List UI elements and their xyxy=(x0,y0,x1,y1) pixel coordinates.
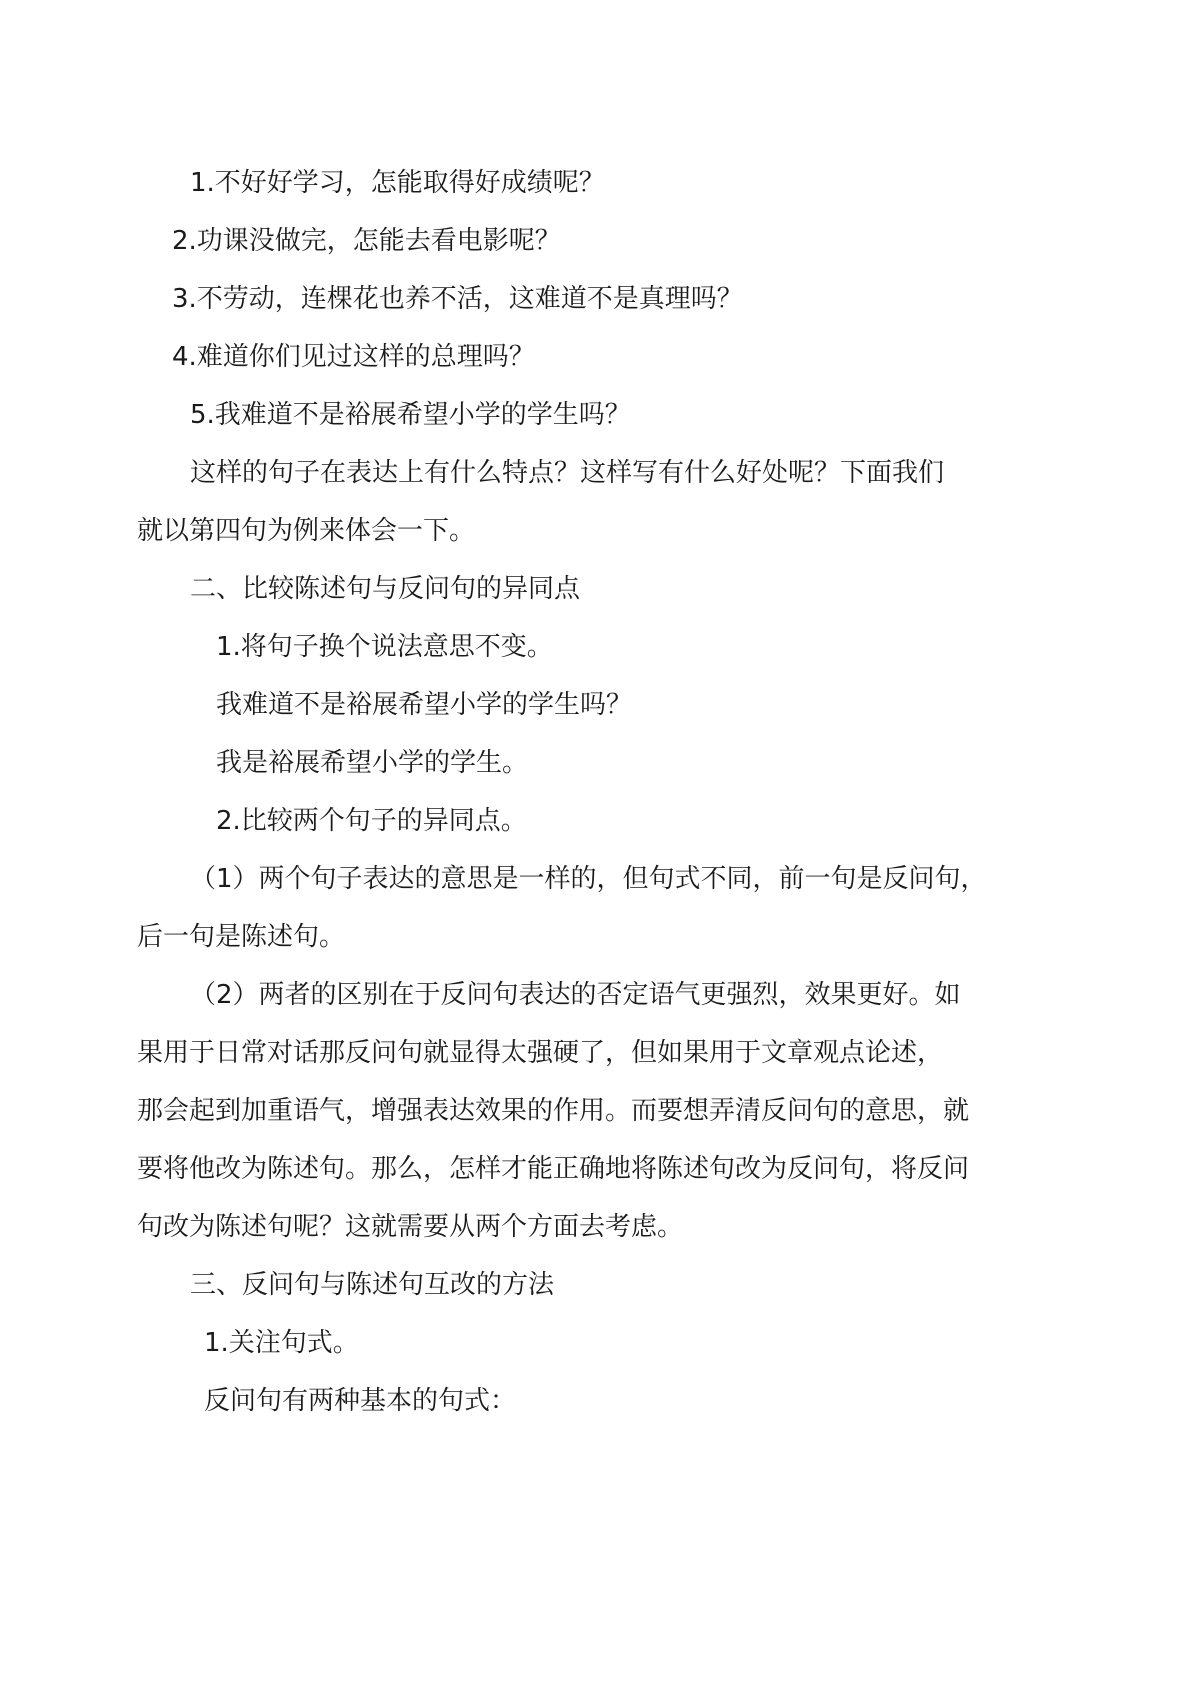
method-1-intro: 反问句有两种基本的句式： xyxy=(204,1386,517,1416)
example-sentence-1: 1.不好好学习，怎能取得好成绩呢？ xyxy=(190,168,605,198)
declarative-sentence: 我是裕展希望小学的学生。 xyxy=(216,748,529,778)
point-2-line-1: （2）两者的区别在于反问句表达的否定语气更强烈，效果更好。如 xyxy=(190,980,961,1010)
point-2-line-3: 那会起到加重语气，增强表达效果的作用。而要想弄清反问句的意思，就 xyxy=(137,1096,970,1126)
point-2-line-4: 要将他改为陈述句。那么，怎样才能正确地将陈述句改为反问句，将反问 xyxy=(137,1154,970,1184)
point-1-line-2: 后一句是陈述句。 xyxy=(137,922,346,952)
point-2-line-5: 句改为陈述句呢？这就需要从两个方面去考虑。 xyxy=(137,1212,684,1242)
section-heading-2: 二、比较陈述句与反问句的异同点 xyxy=(190,574,581,604)
section-heading-3: 三、反问句与陈述句互改的方法 xyxy=(190,1270,555,1300)
step-1: 1.将句子换个说法意思不变。 xyxy=(216,632,553,662)
example-sentence-4: 4.难道你们见过这样的总理吗？ xyxy=(172,342,535,372)
point-2-line-2: 果用于日常对话那反问句就显得太强硬了，但如果用于文章观点论述， xyxy=(137,1038,944,1068)
example-sentence-3: 3.不劳动，连棵花也养不活，这难道不是真理吗？ xyxy=(172,284,743,314)
paragraph-question-line-2: 就以第四句为例来体会一下。 xyxy=(137,516,476,546)
paragraph-question-line-1: 这样的句子在表达上有什么特点？这样写有什么好处呢？下面我们 xyxy=(190,458,945,488)
step-2: 2.比较两个句子的异同点。 xyxy=(216,806,527,836)
rhetorical-sentence: 我难道不是裕展希望小学的学生吗？ xyxy=(216,690,633,720)
point-1-line-1: （1）两个句子表达的意思是一样的，但句式不同，前一句是反问句， xyxy=(190,864,987,894)
example-sentence-2: 2.功课没做完，怎能去看电影呢？ xyxy=(172,226,561,256)
example-sentence-5: 5.我难道不是裕展希望小学的学生吗？ xyxy=(190,400,631,430)
method-1: 1.关注句式。 xyxy=(204,1328,359,1358)
